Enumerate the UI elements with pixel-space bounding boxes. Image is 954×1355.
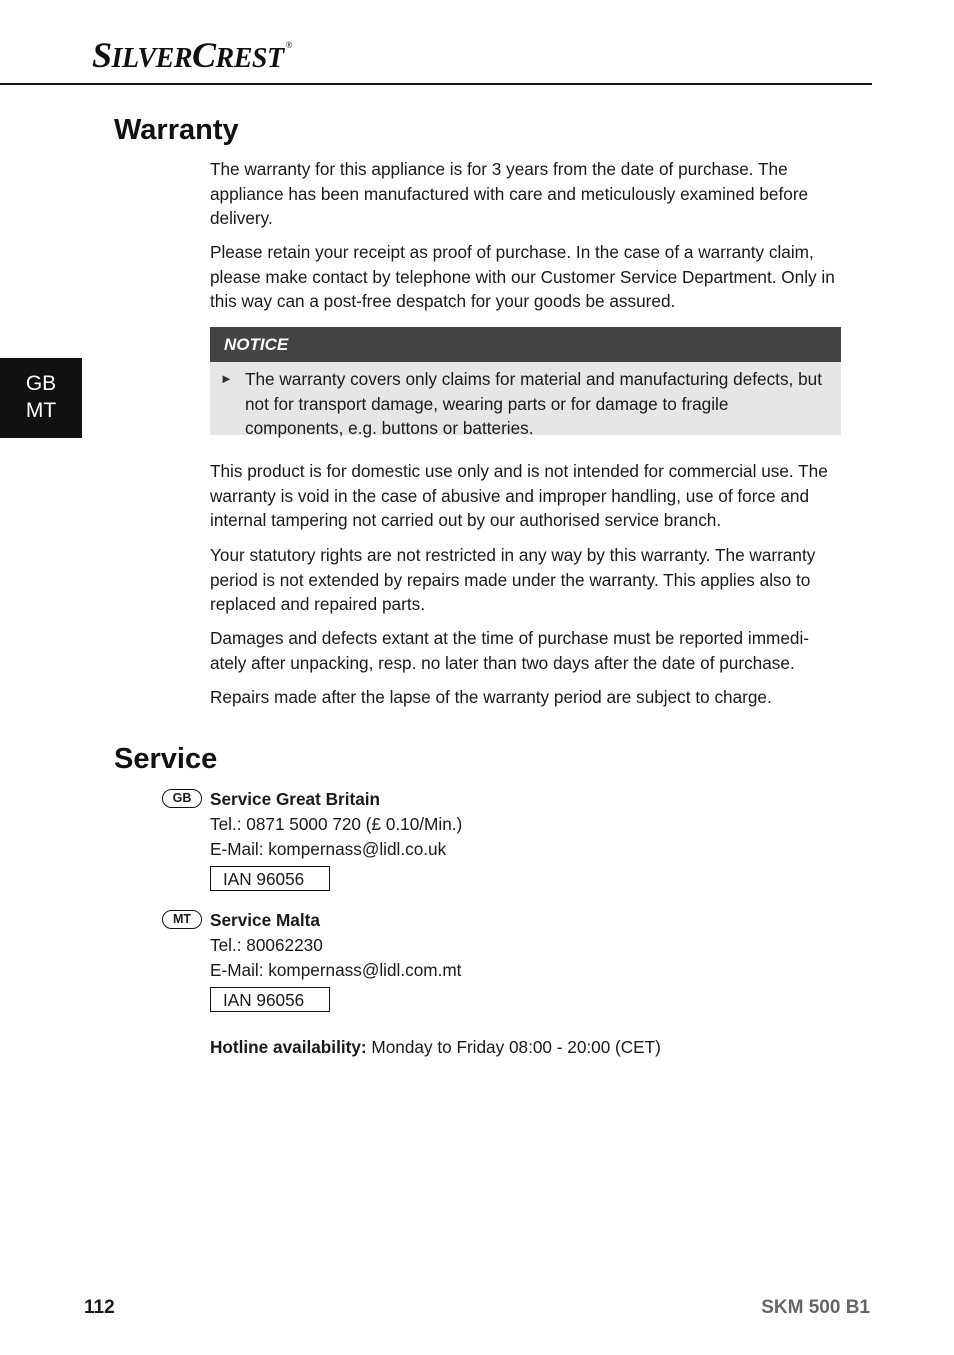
warranty-paragraph-1: The warranty for this appliance is for 3 years from the date of purchase. The appliance has been manufactured with care and meticulously examined before delivery. xyxy=(210,159,809,228)
service-heading: Service xyxy=(114,743,218,775)
service-mt-ian: IAN 96056 xyxy=(210,987,330,1012)
service-malta xyxy=(172,908,810,1013)
hotline-label: Hotline availability: xyxy=(210,1037,367,1057)
service-gb-email: E-Mail: kompernass@lidl.co.uk xyxy=(210,839,447,859)
language-code-mt: MT xyxy=(25,399,57,422)
service-mt-email: E-Mail: kompernass@lidl.com.mt xyxy=(210,960,462,980)
notice-body xyxy=(210,362,841,438)
hotline-availability xyxy=(210,1035,661,1060)
warranty-paragraph-3: This product is for domestic use only and is not intended for commercial use. The warranty is void in the case of abusive and improper handling, use of force and internal tampering not carried out by our authorised service branch. xyxy=(210,461,828,530)
bullet-arrow-icon: ► xyxy=(220,371,233,386)
page-number: 112 xyxy=(84,1297,115,1318)
service-gb-ian: IAN 96056 xyxy=(210,866,330,891)
warranty-paragraph-4: Your statutory rights are not restricted in any way by this warranty. The warranty period is not extended by repairs made under the warranty. This applies also to replaced and repaired parts. xyxy=(210,545,816,614)
language-code-gb: GB xyxy=(25,372,57,395)
service-gb-title: Service Great Britain xyxy=(210,789,381,809)
service-mt-title: Service Malta xyxy=(210,910,320,930)
service-gb-tel: Tel.: 0871 5000 720 (£ 0.10/Min.) xyxy=(210,814,463,834)
hotline-hours: Monday to Friday 08:00 - 20:00 (CET) xyxy=(371,1037,661,1057)
warranty-heading: Warranty xyxy=(114,114,239,146)
header-rule xyxy=(0,83,872,85)
service-great-britain xyxy=(172,787,810,892)
mt-country-badge: MT xyxy=(162,910,202,929)
service-mt-tel: Tel.: 80062230 xyxy=(210,935,323,955)
language-tab xyxy=(0,358,82,438)
warranty-paragraph-5: Damages and defects extant at the time of purchase must be reported immedi-ately after unpacking, resp. no later than two days after the date of purchase. xyxy=(210,628,810,673)
gb-country-badge: GB xyxy=(162,789,202,808)
warranty-paragraph-6: Repairs made after the lapse of the warranty period are subject to charge. xyxy=(210,687,772,707)
notice-label: NOTICE xyxy=(210,327,841,362)
model-number: SKM 500 B1 xyxy=(761,1297,870,1318)
silvercrest-logo: SILVERCREST ® xyxy=(92,35,292,75)
warranty-paragraph-2: Please retain your receipt as proof of purchase. In the case of a warranty claim, please make contact by telephone with our Customer Service Department. Only in this way can a post-free despatch for your goods be assured. xyxy=(210,242,835,311)
notice-text: The warranty covers only claims for material and manufacturing defects, but not for transport damage, wearing parts or for damage to fragile components, e.g. buttons or batteries. xyxy=(245,369,822,438)
notice-box xyxy=(210,327,841,438)
